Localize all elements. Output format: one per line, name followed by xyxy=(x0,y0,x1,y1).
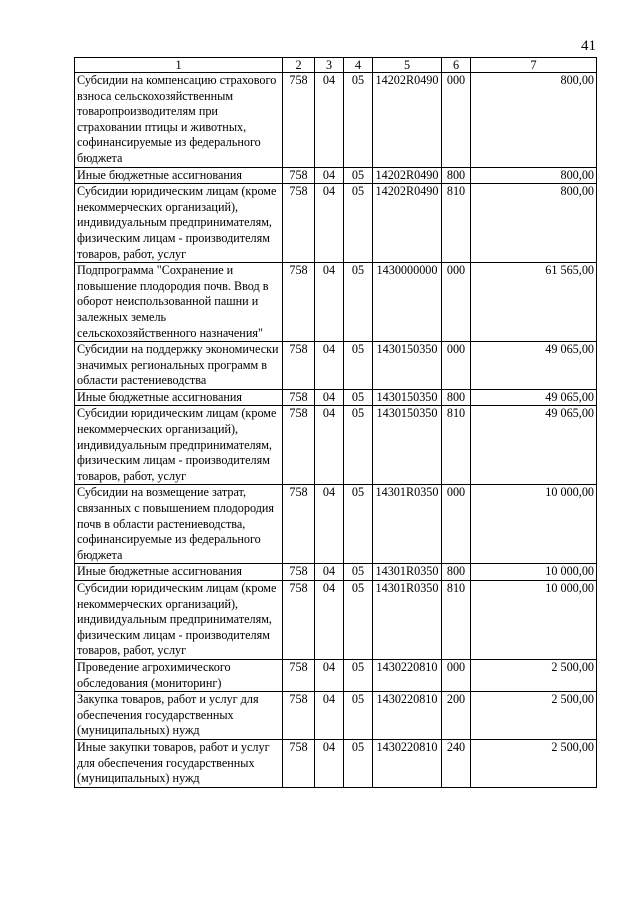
row-subsection-cell: 05 xyxy=(344,564,373,581)
row-subsection-cell: 05 xyxy=(344,184,373,263)
row-amount-cell: 49 065,00 xyxy=(471,389,597,406)
row-amount-cell: 49 065,00 xyxy=(471,342,597,390)
row-subsection-cell: 05 xyxy=(344,389,373,406)
header-cell: 4 xyxy=(344,58,373,73)
row-subsection-cell: 05 xyxy=(344,659,373,691)
row-target-article-cell: 1430000000 xyxy=(373,263,442,342)
row-amount-cell: 10 000,00 xyxy=(471,564,597,581)
row-target-article-cell: 14301R0350 xyxy=(373,581,442,660)
row-amount-cell: 2 500,00 xyxy=(471,739,597,787)
row-target-article-cell: 1430150350 xyxy=(373,389,442,406)
row-admin-code-cell: 758 xyxy=(283,389,315,406)
row-target-article-cell: 1430150350 xyxy=(373,342,442,390)
row-expense-type-cell: 800 xyxy=(442,167,471,184)
row-admin-code-cell: 758 xyxy=(283,692,315,740)
table-row xyxy=(75,184,597,263)
row-target-article-cell: 14301R0350 xyxy=(373,564,442,581)
row-admin-code-cell: 758 xyxy=(283,167,315,184)
table-row xyxy=(75,389,597,406)
row-expense-type-cell: 200 xyxy=(442,692,471,740)
row-section-cell: 04 xyxy=(315,564,344,581)
row-section-cell: 04 xyxy=(315,739,344,787)
row-section-cell: 04 xyxy=(315,342,344,390)
row-subsection-cell: 05 xyxy=(344,692,373,740)
row-amount-cell: 2 500,00 xyxy=(471,659,597,691)
row-admin-code-cell: 758 xyxy=(283,73,315,168)
row-admin-code-cell: 758 xyxy=(283,406,315,485)
header-row xyxy=(75,58,597,73)
row-amount-cell: 800,00 xyxy=(471,167,597,184)
row-expense-type-cell: 810 xyxy=(442,406,471,485)
row-amount-cell: 61 565,00 xyxy=(471,263,597,342)
row-section-cell: 04 xyxy=(315,485,344,564)
page-number: 41 xyxy=(581,38,596,54)
row-section-cell: 04 xyxy=(315,73,344,168)
row-expense-type-cell: 800 xyxy=(442,389,471,406)
row-section-cell: 04 xyxy=(315,659,344,691)
row-target-article-cell: 1430150350 xyxy=(373,406,442,485)
header-cell: 1 xyxy=(75,58,283,73)
table-row xyxy=(75,406,597,485)
row-admin-code-cell: 758 xyxy=(283,263,315,342)
row-name-cell: Закупка товаров, работ и услуг для обеспечения государственных (муниципальных) нужд xyxy=(75,692,283,740)
row-expense-type-cell: 240 xyxy=(442,739,471,787)
row-target-article-cell: 14301R0350 xyxy=(373,485,442,564)
row-name-cell: Субсидии юридическим лицам (кроме некоммерческих организаций), индивидуальным предпринимателям, физическим лицам - производителям товаров, работ, услуг xyxy=(75,184,283,263)
header-cell: 5 xyxy=(373,58,442,73)
row-target-article-cell: 1430220810 xyxy=(373,659,442,691)
row-amount-cell: 2 500,00 xyxy=(471,692,597,740)
table-row xyxy=(75,692,597,740)
table-row xyxy=(75,342,597,390)
row-name-cell: Субсидии на поддержку экономически значимых региональных программ в области растениеводства xyxy=(75,342,283,390)
row-name-cell: Субсидии на возмещение затрат, связанных с повышением плодородия почв в области растениеводства, софинансируемые из федерального бюджета xyxy=(75,485,283,564)
table-row xyxy=(75,73,597,168)
row-target-article-cell: 14202R0490 xyxy=(373,184,442,263)
row-expense-type-cell: 810 xyxy=(442,581,471,660)
row-expense-type-cell: 800 xyxy=(442,564,471,581)
table-row xyxy=(75,564,597,581)
row-admin-code-cell: 758 xyxy=(283,739,315,787)
row-subsection-cell: 05 xyxy=(344,167,373,184)
row-name-cell: Субсидии юридическим лицам (кроме некоммерческих организаций), индивидуальным предпринимателям, физическим лицам - производителям товаров, работ, услуг xyxy=(75,581,283,660)
row-subsection-cell: 05 xyxy=(344,73,373,168)
budget-table xyxy=(74,57,597,788)
row-subsection-cell: 05 xyxy=(344,581,373,660)
row-amount-cell: 49 065,00 xyxy=(471,406,597,485)
table-row xyxy=(75,659,597,691)
row-subsection-cell: 05 xyxy=(344,263,373,342)
row-expense-type-cell: 000 xyxy=(442,485,471,564)
row-section-cell: 04 xyxy=(315,406,344,485)
row-expense-type-cell: 000 xyxy=(442,73,471,168)
table-row xyxy=(75,263,597,342)
row-target-article-cell: 1430220810 xyxy=(373,692,442,740)
row-name-cell: Подпрограмма "Сохранение и повышение плодородия почв. Ввод в оборот неиспользованной пашни и залежных земель сельскохозяйственного назначения" xyxy=(75,263,283,342)
row-section-cell: 04 xyxy=(315,581,344,660)
table-row xyxy=(75,739,597,787)
header-cell: 2 xyxy=(283,58,315,73)
row-name-cell: Проведение агрохимического обследования (мониторинг) xyxy=(75,659,283,691)
row-subsection-cell: 05 xyxy=(344,406,373,485)
row-amount-cell: 800,00 xyxy=(471,184,597,263)
row-target-article-cell: 1430220810 xyxy=(373,739,442,787)
row-expense-type-cell: 000 xyxy=(442,659,471,691)
table-row xyxy=(75,581,597,660)
row-name-cell: Иные бюджетные ассигнования xyxy=(75,167,283,184)
table-row xyxy=(75,485,597,564)
row-amount-cell: 10 000,00 xyxy=(471,581,597,660)
row-section-cell: 04 xyxy=(315,184,344,263)
row-subsection-cell: 05 xyxy=(344,485,373,564)
row-admin-code-cell: 758 xyxy=(283,581,315,660)
row-name-cell: Субсидии на компенсацию страхового взноса сельскохозяйственным товаропроизводителям при страховании птицы и животных, софинансируемые из федерального бюджета xyxy=(75,73,283,168)
row-section-cell: 04 xyxy=(315,389,344,406)
table-body xyxy=(75,73,597,788)
row-expense-type-cell: 000 xyxy=(442,342,471,390)
row-expense-type-cell: 810 xyxy=(442,184,471,263)
row-name-cell: Иные закупки товаров, работ и услуг для обеспечения государственных (муниципальных) нужд xyxy=(75,739,283,787)
row-section-cell: 04 xyxy=(315,692,344,740)
row-section-cell: 04 xyxy=(315,263,344,342)
row-admin-code-cell: 758 xyxy=(283,564,315,581)
row-name-cell: Иные бюджетные ассигнования xyxy=(75,389,283,406)
row-name-cell: Иные бюджетные ассигнования xyxy=(75,564,283,581)
row-expense-type-cell: 000 xyxy=(442,263,471,342)
row-target-article-cell: 14202R0490 xyxy=(373,167,442,184)
row-target-article-cell: 14202R0490 xyxy=(373,73,442,168)
row-admin-code-cell: 758 xyxy=(283,342,315,390)
row-subsection-cell: 05 xyxy=(344,739,373,787)
row-section-cell: 04 xyxy=(315,167,344,184)
row-amount-cell: 10 000,00 xyxy=(471,485,597,564)
row-subsection-cell: 05 xyxy=(344,342,373,390)
row-admin-code-cell: 758 xyxy=(283,485,315,564)
header-cell: 6 xyxy=(442,58,471,73)
row-amount-cell: 800,00 xyxy=(471,73,597,168)
row-admin-code-cell: 758 xyxy=(283,659,315,691)
header-cell: 3 xyxy=(315,58,344,73)
row-admin-code-cell: 758 xyxy=(283,184,315,263)
row-name-cell: Субсидии юридическим лицам (кроме некоммерческих организаций), индивидуальным предпринимателям, физическим лицам - производителям товаров, работ, услуг xyxy=(75,406,283,485)
table-row xyxy=(75,167,597,184)
header-cell: 7 xyxy=(471,58,597,73)
